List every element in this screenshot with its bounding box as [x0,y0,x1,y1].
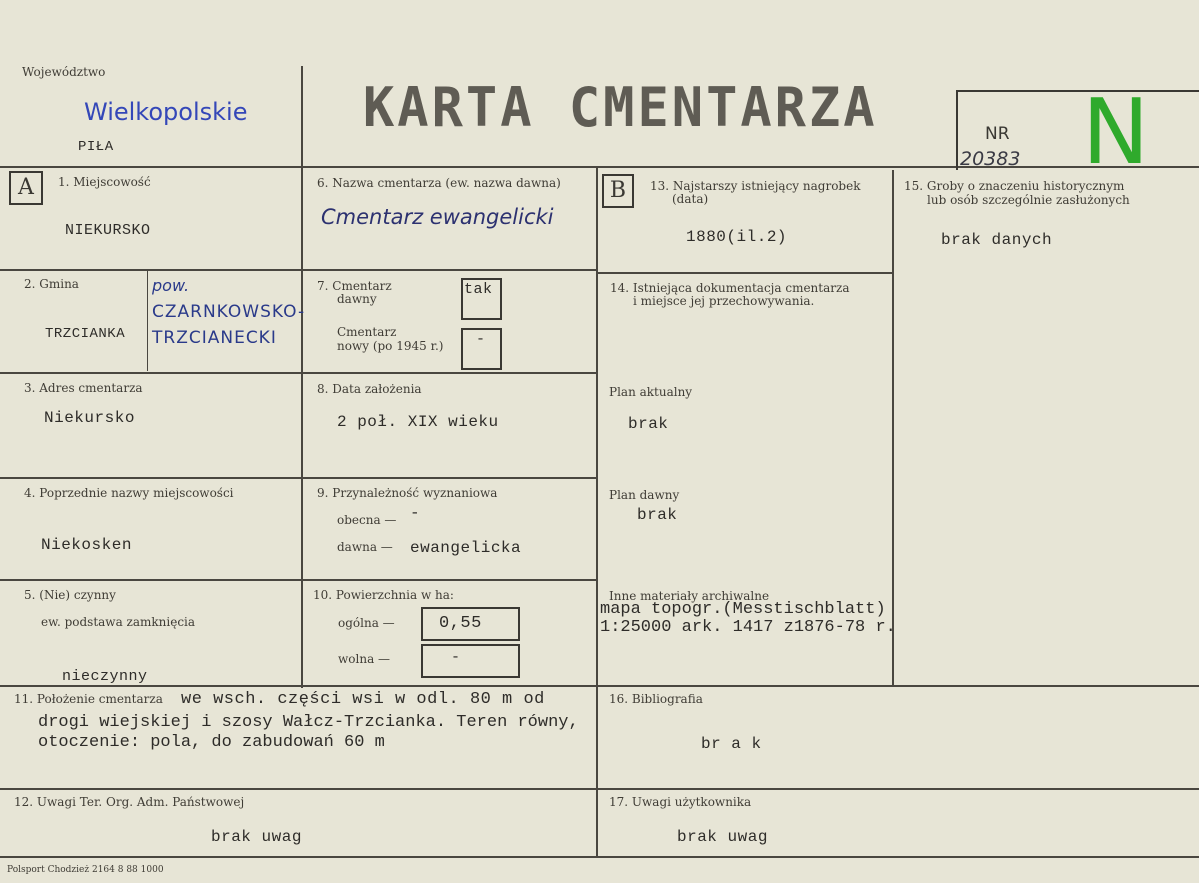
divider-row-6 [0,788,1199,790]
voivodeship-old: PIŁA [78,139,114,155]
divider-footer [0,856,1199,858]
field-16-label: 16. Bibliografia [609,692,703,706]
field-10-wolna-value: - [451,649,461,666]
field-5-label: 5. (Nie) czynny [24,588,116,602]
field-4-label: 4. Poprzednie nazwy miejscowości [24,486,234,500]
field-8-label: 8. Data założenia [317,382,422,396]
nr-label: NR [985,124,1010,144]
divider-row-1 [0,269,596,271]
inne-materialy-value-2: 1:25000 ark. 1417 z1876-78 r. [600,618,896,637]
field-6-value: Cmentarz ewangelicki [321,205,554,229]
voivodeship-stamp: Wielkopolskie [84,98,248,126]
field-2-note-county-1: CZARNKOWSKO- [152,302,306,322]
field-7-dawny-checkbox [461,278,502,320]
field-17-value: brak uwag [677,828,768,846]
field-4-value: Niekosken [41,536,132,554]
field-8-value: 2 poł. XIX wieku [337,413,499,431]
divider-vertical-right [892,170,894,685]
field-11-label: 11. Położenie cmentarza [14,692,163,706]
field-2-label: 2. Gmina [24,277,79,291]
field-11-line-2: drogi wiejskiej i szosy Wałcz-Trzcianka. Teren równy, [38,713,579,732]
field-2-note-pow: pow. [152,276,190,295]
field-1-value: NIEKURSKO [65,222,151,239]
field-15-value: brak danych [941,231,1053,249]
field-7-label-a: 7. Cmentarz [317,279,392,293]
nr-value: 20383 [960,148,1021,170]
field-2-separator [147,271,148,371]
field-14-label-b: i miejsce jej przechowywania. [633,294,815,308]
divider-row-2 [0,372,596,374]
field-15-label-b: lub osób szczególnie zasłużonych [927,193,1130,207]
divider-row-5 [0,685,1199,687]
field-7-nowy-value: - [476,331,486,348]
section-b-marker: B [602,174,634,208]
field-2-value: TRZCIANKA [45,326,126,342]
section-a-marker: A [9,171,43,205]
field-9-obecna-label: obecna — [337,513,397,527]
field-9-obecna-value: - [410,504,421,522]
field-7-label-b: dawny [337,292,377,306]
field-2-note-county-2: TRZCIANECKI [152,328,277,348]
field-5-sublabel: ew. podstawa zamknięcia [41,615,196,629]
field-12-label: 12. Uwagi Ter. Org. Adm. Państwowej [14,795,245,809]
inne-materialy-value-1: mapa topogr.(Messtischblatt) [600,600,886,619]
field-7-label-d: nowy (po 1945 r.) [337,339,444,353]
field-6-label: 6. Nazwa cmentarza (ew. nazwa dawna) [317,176,561,190]
divider-b-13-14 [598,272,892,274]
field-12-value: brak uwag [211,828,302,846]
field-10-wolna-label: wolna — [338,652,391,666]
field-3-label: 3. Adres cmentarza [24,381,143,395]
field-14-label-a: 14. Istniejąca dokumentacja cmentarza [610,281,850,295]
field-9-label: 9. Przynależność wyznaniowa [317,486,498,500]
field-13-label-a: 13. Najstarszy istniejący nagrobek [650,179,861,193]
field-10-ogolna-label: ogólna — [338,616,395,630]
field-7-dawny-value: tak [464,281,493,298]
field-16-value: br a k [701,735,762,753]
plan-dawny-label: Plan dawny [609,488,680,502]
field-11-line-1: we wsch. części wsi w odl. 80 m od [181,690,545,709]
field-3-value: Niekursko [44,409,135,427]
plan-dawny-value: brak [637,506,678,524]
printer-footer: Polsport Chodzież 2164 8 88 1000 [7,865,164,875]
field-10-ogolna-box [421,607,520,641]
field-10-ogolna-value: 0,55 [439,614,482,633]
field-13-value: 1880(il.2) [686,228,788,246]
field-17-label: 17. Uwagi użytkownika [609,795,752,809]
field-7-label-c: Cmentarz [337,325,397,339]
plan-aktualny-value: brak [628,415,669,433]
divider-row-3 [0,477,596,479]
field-10-label: 10. Powierzchnia w ha: [313,588,454,602]
plan-aktualny-label: Plan aktualny [609,385,693,399]
nr-letter-stamp: N [1082,80,1150,185]
field-13-label-b: (data) [672,192,709,206]
field-5-value: nieczynny [62,668,148,685]
field-9-dawna-label: dawna — [337,540,393,554]
field-10-wolna-box [421,644,520,678]
field-11-line-3: otoczenie: pola, do zabudowań 60 m [38,733,385,752]
divider-vertical-left [301,66,303,688]
inne-materialy-label: Inne materiały archiwalne [609,589,770,603]
voivodeship-label: Województwo [22,65,106,79]
divider-row-4 [0,579,596,581]
field-15-label-a: 15. Groby o znaczeniu historycznym [904,179,1125,193]
field-1-label: 1. Miejscowość [58,175,151,189]
field-9-dawna-value: ewangelicka [410,539,522,557]
page-title: KARTA CMENTARZA [363,76,878,140]
field-7-nowy-checkbox [461,328,502,370]
